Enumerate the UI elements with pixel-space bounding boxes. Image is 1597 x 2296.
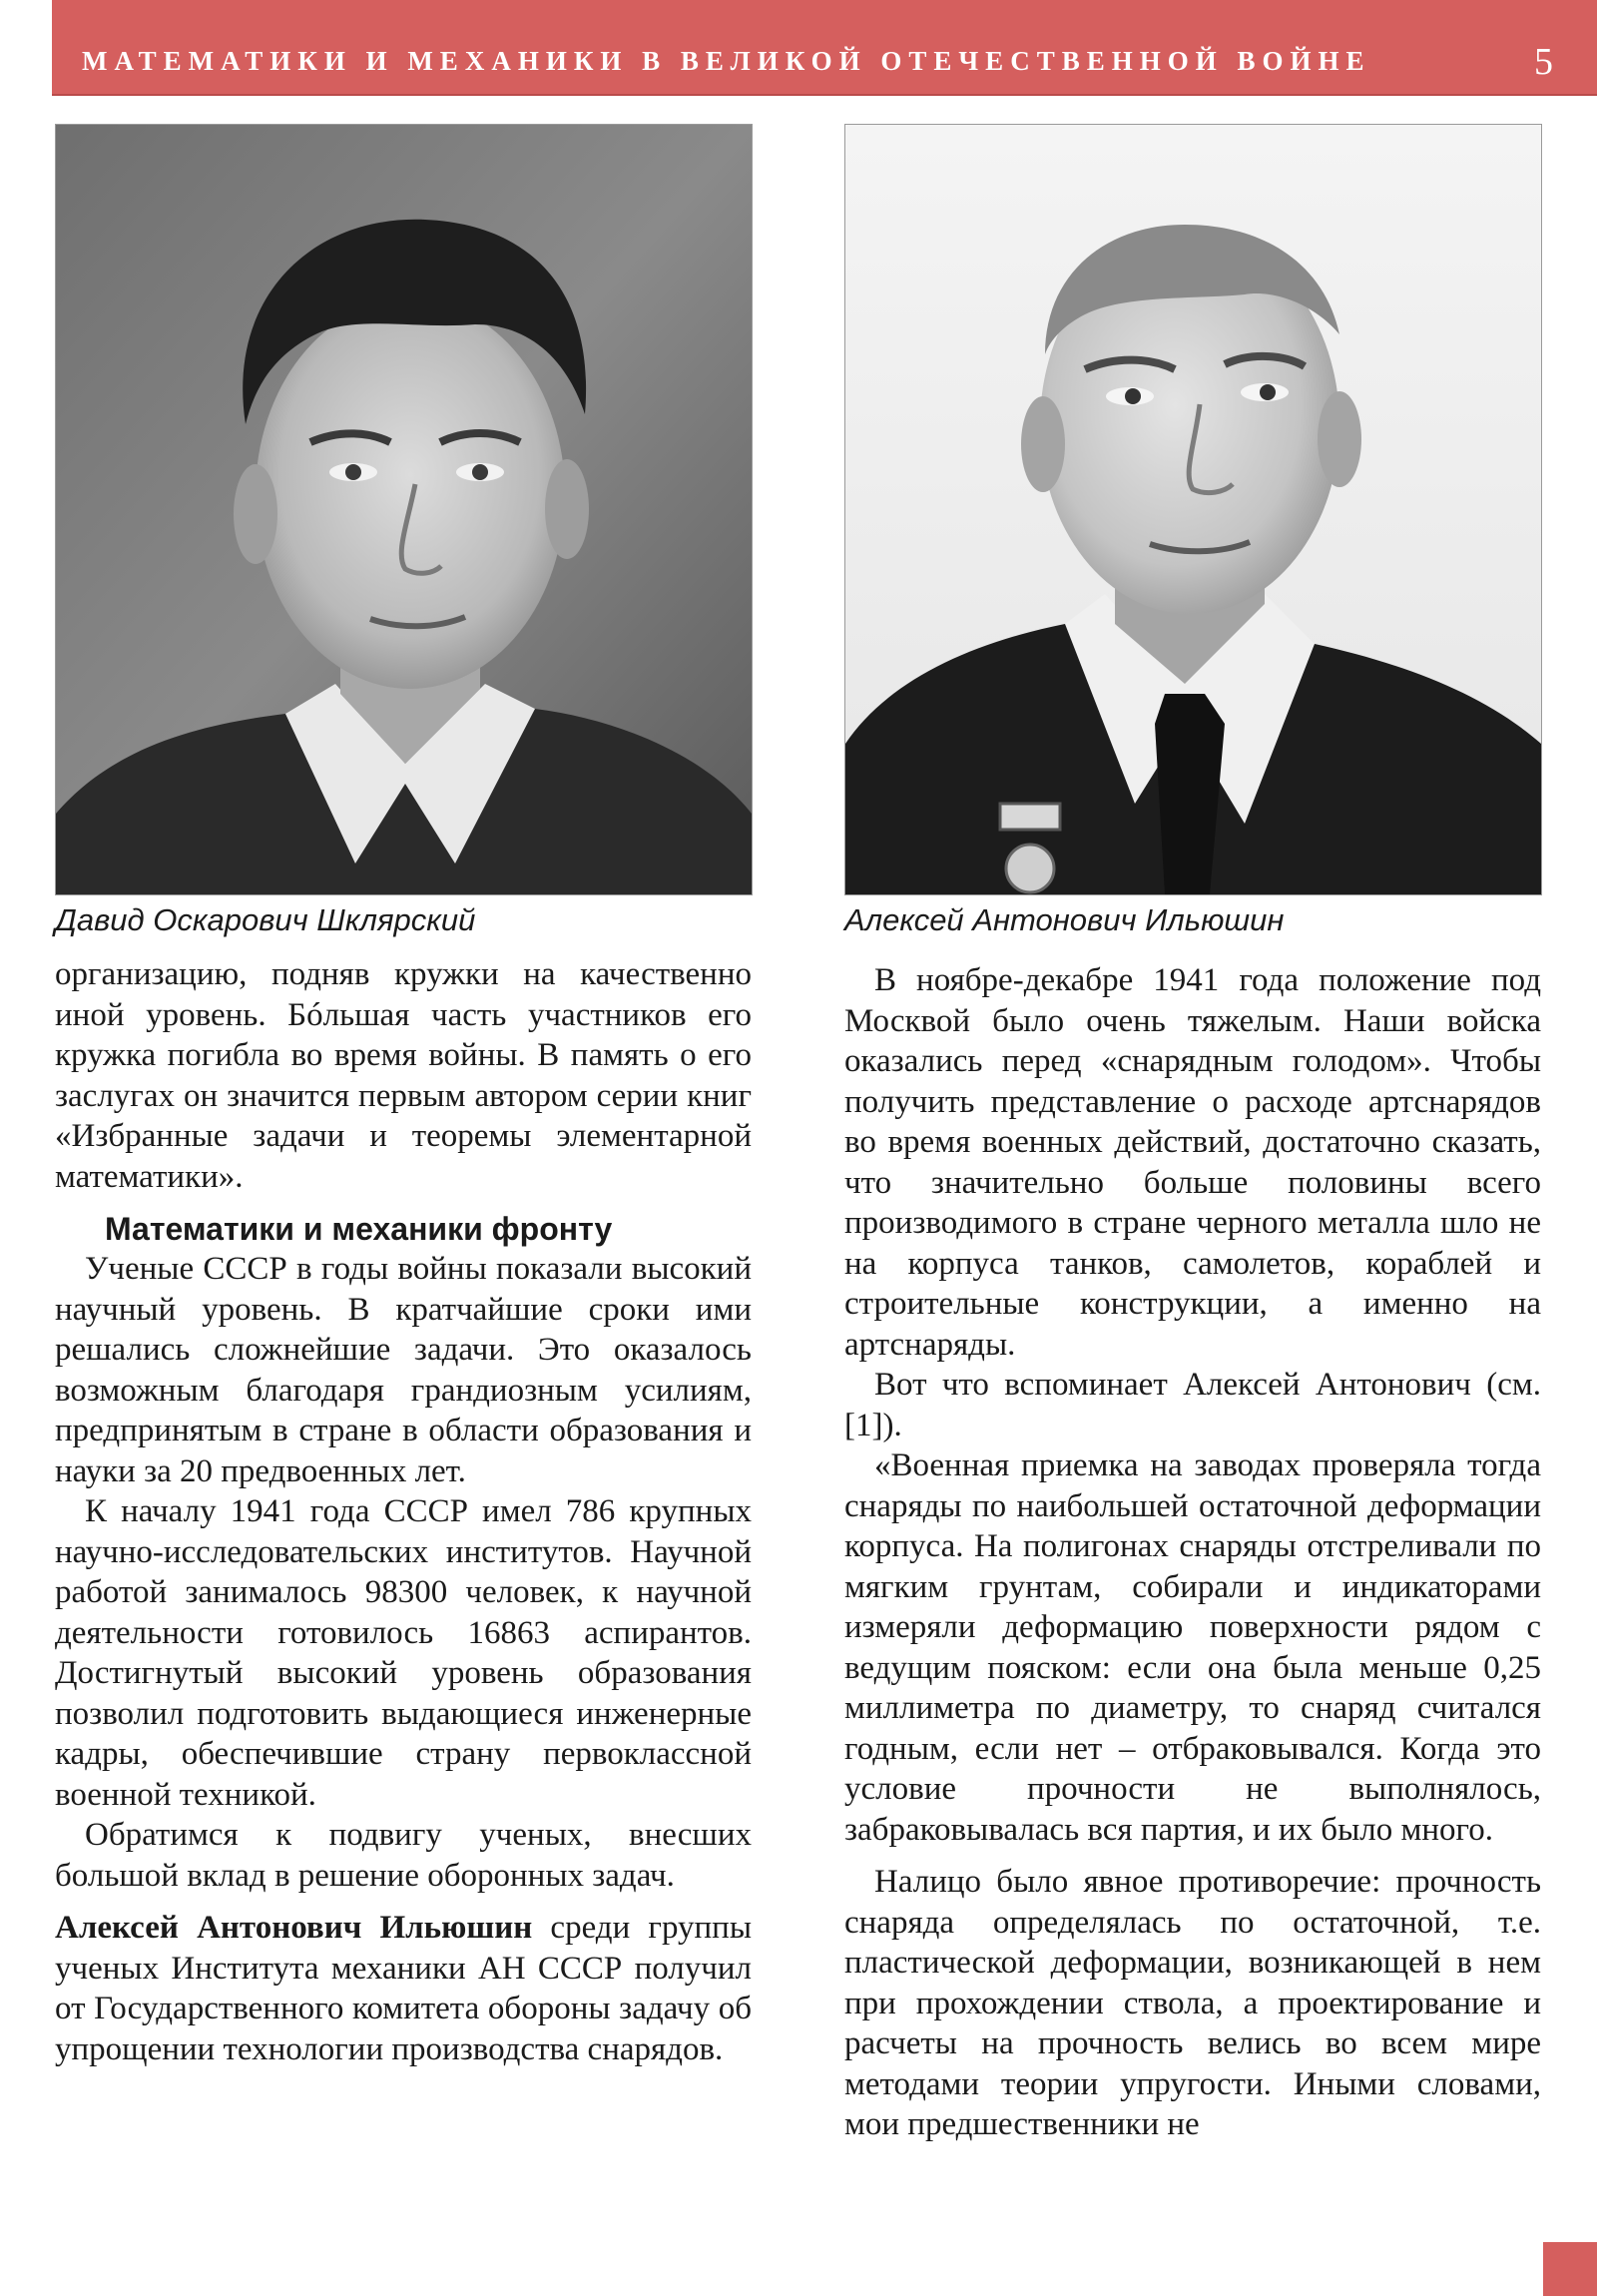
portrait-right-illustration: [845, 125, 1541, 894]
right-paragraph-moscow: В ноябре-декабре 1941 года положение под Москвой было очень тяжелым. Наши войска оказались перед «снарядным голодом». Чтобы получить представление о расходе артснарядов во время военных действий, достаточно сказать, что значительно больше половины всего производимого в стране черного металла шло не на корпуса танков, самолетов, кораблей и строительные конструкции, а именно на артснаряды.: [844, 962, 1541, 1363]
left-paragraph-feat: Обратимся к подвигу ученых, внесших большой вклад в решение оборонных задач.: [55, 1817, 752, 1894]
portrait-photo-right: [844, 124, 1542, 895]
section-heading: Математики и механики фронту: [105, 1211, 613, 1247]
left-paragraph-scientists: Ученые СССР в годы войны показали высокий научный уровень. В кратчайшие сроки ими решались сложнейшие задачи. Это оказалось возможным благодаря грандиозным усилиям, предпринятым в стране в области образования и науки за 20 предвоенных лет.: [55, 1251, 752, 1489]
page-number: 5: [1534, 41, 1553, 83]
left-paragraph-ilyushin: [55, 1908, 752, 2069]
left-paragraph-continuation: организацию, подняв кружки на качественно иной уровень. Бóльшая часть участников его кружка погибла во время войны. В память о его заслугах он значится первым автором серии книг «Избранные задачи и теоремы элементарной математики».: [55, 956, 752, 1195]
right-paragraph-contradiction: Налицо было явное противоречие: прочность снаряда определялась по остаточной, т.е. пластической деформации, возникающей в нем при прохождении ствола, а проектирование и расчеты на прочность велись во всем мире методами теории упругости. Иными словами, мои предшественники не: [844, 1864, 1541, 2142]
right-paragraph-quote: «Военная приемка на заводах проверяла тогда снаряды по наибольшей остаточной деформации корпуса. На полигонах снаряды отстреливали по мягким грунтам, собирали и индикаторами измеряли деформацию поверхности рядом с ведущим пояском: если она была меньше 0,25 миллиметра по диаметру, то снаряд считался годным, если нет – отбраковывался. Когда это условие прочности не выполнялось, забраковывалась вся партия, и их было много.: [844, 1447, 1541, 1848]
left-paragraph-institutes: К началу 1941 года СССР имел 786 крупных научно-исследовательских институтов. Научной работой занималось 98300 человек, к научной деятельности готовилось 16863 аспирантов. Достигнутый высокий уровень образования позволил подготовить выдающиеся инженерные кадры, обеспечившие страну первоклассной военной техникой.: [55, 1493, 752, 1813]
right-paragraph-recollection: Вот что вспоминает Алексей Антонович (см. [1]).: [844, 1367, 1541, 1443]
photo-caption-left: Давид Оскарович Шклярский: [55, 902, 476, 937]
photo-caption-right: Алексей Антонович Ильюшин: [844, 902, 1285, 937]
ilyushin-task-text: среди группы ученых Института механики АН СССР получил от Государственного комитета обороны задачу об упрощении технологии производства снарядов.: [55, 1910, 753, 2067]
corner-accent: [1543, 2242, 1597, 2296]
running-header-title: МАТЕМАТИКИ И МЕХАНИКИ В ВЕЛИКОЙ ОТЕЧЕСТВЕННОЙ ВОЙНЕ: [82, 46, 1371, 76]
right-text-column: [844, 960, 1541, 2145]
running-header: [52, 0, 1597, 96]
portrait-photo-left: [55, 124, 753, 895]
ilyushin-name: Алексей Антонович Ильюшин: [55, 1910, 533, 1946]
portrait-left-illustration: [56, 125, 752, 894]
left-text-column: [55, 954, 752, 2069]
